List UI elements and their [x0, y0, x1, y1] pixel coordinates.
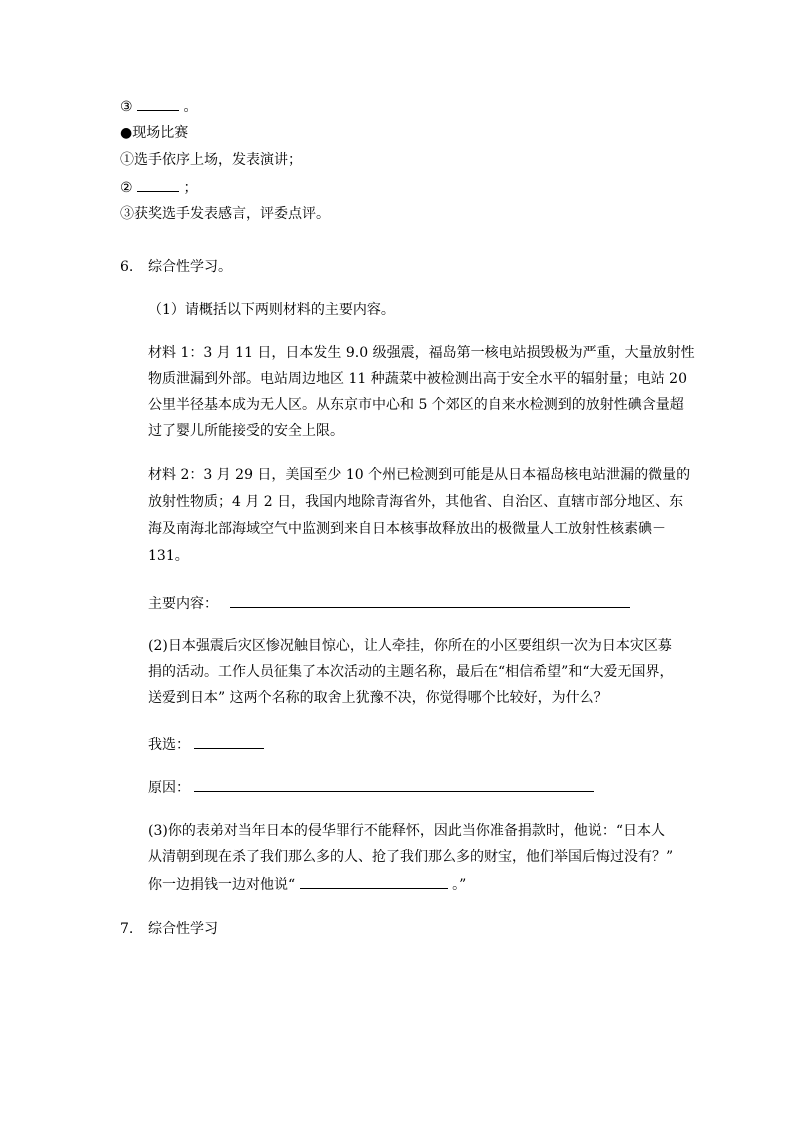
- question-number: 6.: [120, 259, 134, 275]
- material-2-line: 材料 2：3 月 29 日，美国至少 10 个州已检测到可能是从日本福岛核电站泄漏的微量的: [148, 467, 691, 483]
- live-item-2: ② ；: [120, 177, 197, 198]
- answer-blank: [137, 177, 179, 192]
- subquestion-3-line: 从清朝到现在杀了我们那么多的人、抢了我们那么多的财宝，他们举国后悔过没有？”: [148, 849, 674, 865]
- choice-blank: [194, 734, 264, 749]
- subquestion-3-line: (3)你的表弟对当年日本的侵华罪行不能释怀，因此当你准备捐款时，他说：“日本人: [148, 823, 665, 839]
- live-item-3: ③获奖选手发表感言，评委点评。: [120, 206, 330, 222]
- choice-row: 我选：: [148, 734, 264, 755]
- material-1-line: 材料 1：3 月 11 日，日本发生 9.0 级强震，福岛第一核电站损毁极为严重，大量放射性: [148, 345, 695, 361]
- question-title: 综合性学习: [148, 921, 218, 937]
- reason-row: 原因：: [148, 777, 594, 798]
- answer-blank: [137, 96, 179, 111]
- subquestion-2-line: 捐的活动。工作人员征集了本次活动的主题名称，最后在“相信希望”和“大爱无国界，: [148, 664, 674, 680]
- subquestion-1: （1）请概括以下两则材料的主要内容。: [148, 302, 395, 318]
- subquestion-3-line: 你一边捐钱一边对他说“ 。”: [148, 874, 466, 895]
- material-1-line: 物质泄漏到外部。电站周边地区 11 种蔬菜中被检测出高于安全水平的辐射量；电站 20: [148, 371, 687, 387]
- main-content-blank: [230, 593, 630, 608]
- question-title: 综合性学习。: [148, 259, 232, 275]
- material-2-line: 131。: [148, 548, 189, 564]
- live-heading: ●现场比赛: [120, 125, 189, 141]
- subquestion-2-line: (2)日本强震后灾区惨况触目惊心，让人牵挂，你所在的小区要组织一次为日本灾区募: [148, 638, 672, 654]
- live-item-1: ①选手依序上场，发表演讲；: [120, 152, 302, 168]
- main-content-row: 主要内容：: [148, 593, 630, 614]
- quote-blank: [300, 874, 448, 889]
- material-2-line: 海及南海北部海域空气中监测到来自日本核事故释放出的极微量人工放射性核素碘－: [148, 521, 666, 537]
- subquestion-2-line: 送爱到日本” 这两个名称的取舍上犹豫不决，你觉得哪个比较好，为什么？: [148, 690, 608, 706]
- question-number: 7.: [120, 921, 134, 937]
- material-2-line: 放射性物质；4 月 2 日，我国内地除青海省外，其他省、自治区、直辖市部分地区、东: [148, 494, 684, 510]
- item-3: ③ 。: [120, 96, 197, 117]
- material-1-line: 过了婴儿所能接受的安全上限。: [148, 423, 344, 439]
- reason-blank: [194, 777, 594, 792]
- material-1-line: 公里半径基本成为无人区。从东京市中心和 5 个郊区的自来水检测到的放射性碘含量超: [148, 397, 684, 413]
